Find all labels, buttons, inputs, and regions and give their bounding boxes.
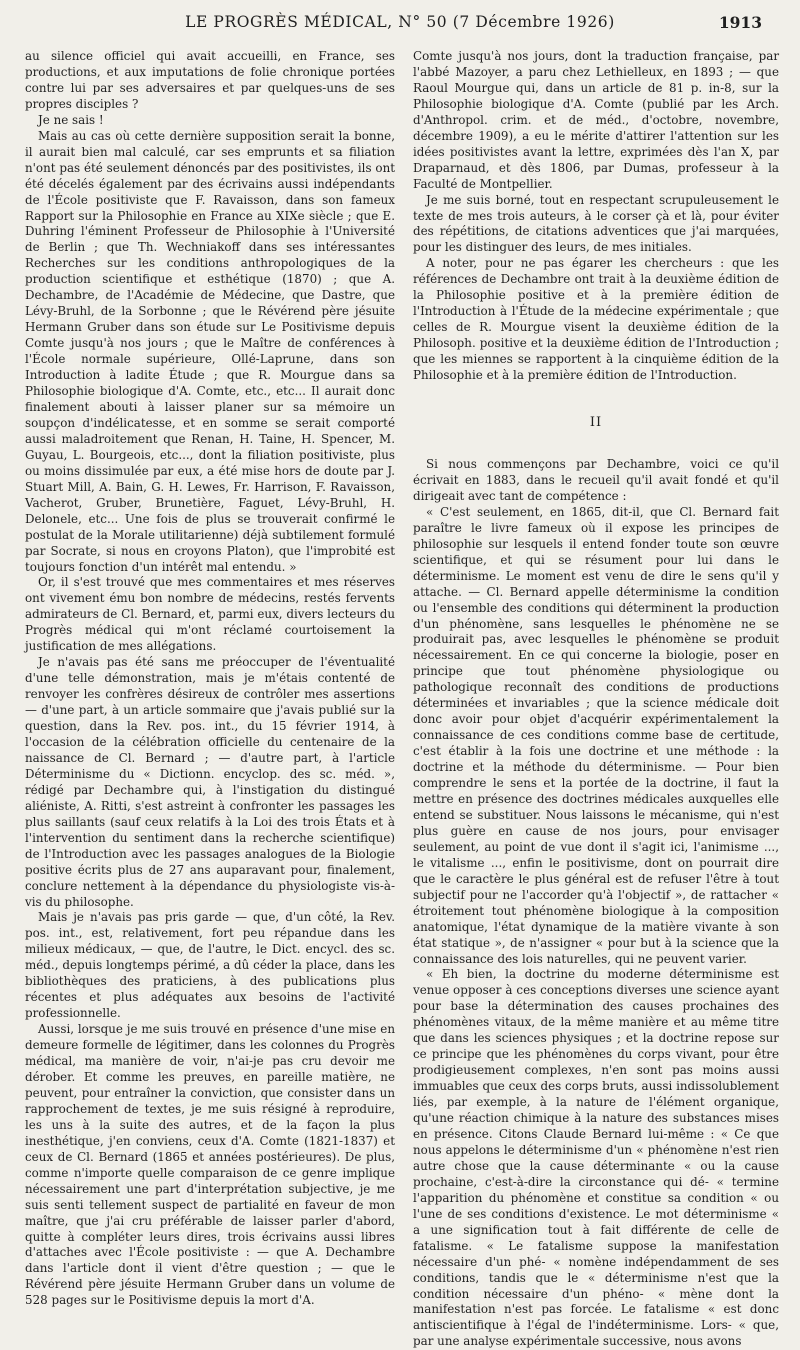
page-number: 1913: [718, 13, 762, 32]
section-heading: II: [589, 415, 603, 431]
paragraph: A noter, pour ne pas égarer les chercheurs : que les références de Dechambre ont trait à la deuxième édition de la Philosophie positive et à la première édition de l'Introduction à l'Étude de la médecine expérimentale ; que celles de R. Mourgue visent la deuxième édition de la Philosoph. positive et la deuxième édition de l'Introduction ; que les miennes se rapportent à la cinquième édition de la Philosophie et à la première édition de l'Introduction.: [413, 256, 779, 383]
running-header: [0, 0, 800, 40]
paragraph: « Eh bien, la doctrine du moderne déterminisme est venue opposer à ces conceptions diverses une science ayant pour base la détermination des causes prochaines des phénomènes vitaux, de la même manière et au même titre que dans les sciences physiques ; et la doctrine repose sur ce principe que les phénomènes du corps vivant, pour être prodigieusement complexes, n'en sont pas moins aussi immuables que ceux des corps bruts, aussi indissolublement liés, par exemple, à la nature de l'élément organique, qu'une réaction chimique à la nature des substances mises en présence. Citons Claude Bernard lui-même : « Ce que nous appelons le déterminisme d'un « phénomène n'est rien autre chose que la cause déterminante « ou la cause prochaine, c'est-à-dire la circonstance qui dé- « termine l'apparition du phénomène et constitue sa condition « ou l'une de ses conditions d'existence. Le mot déterminisme « a une signification tout à fait différente de celle de fatalisme. « Le fatalisme suppose la manifestation nécessaire d'un phé- « nomène indépendamment de ses conditions, tandis que le « déterminisme n'est que la condition nécessaire d'un phéno- « mène dont la manifestation n'est pas forcée. Le fatalisme « est donc antiscientifique à l'égal de l'indéterminisme. Lors- « que, par une analyse expérimentale successive, nous avons: [413, 967, 779, 1349]
paragraph: Si nous commençons par Dechambre, voici ce qu'il écrivait en 1883, dans le recueil qu'il avait fondé et qu'il dirigeait avec tant de compétence :: [413, 456, 779, 503]
paragraph: au silence officiel qui avait accueilli, en France, ses productions, et aux imputations de folie chronique portées contre lui par ses adversaires et par quelques-uns de ses propres disciples ?: [25, 49, 395, 111]
paragraph: Je n'avais pas été sans me préoccuper de l'éventualité d'une telle démonstration, mais je m'étais contenté de renvoyer les confrères désireux de contrôler mes assertions — d'une part, à un article sommaire que j'avais publié sur la question, dans la Rev. pos. int., du 15 février 1914, à l'occasion de la célébration officielle du centenaire de la naissance de Cl. Bernard ; — d'autre part, à l'article Déterminisme du « Dictionn. encyclop. des sc. méd. », rédigé par Dechambre qui, à l'instigation du distingué aliéniste, A. Ritti, s'est astreint à confronter les passages les plus saillants (sauf ceux relatifs à la Loi des trois États et à l'intervention du sentiment dans la recherche scientifique) de l'Introduction avec les passages analogues de la Biologie positive écrits plus de 27 ans auparavant pour, finalement, conclure nettement à la dépendance du physiologiste vis-à-vis du philosophe.: [25, 655, 395, 909]
paragraph: Je ne sais !: [38, 112, 104, 127]
left-column: [25, 49, 395, 1308]
paragraph: Or, il s'est trouvé que mes commentaires et mes réserves ont vivement ému bon nombre de médecins, restés fervents admirateurs de Cl. Bernard, et, parmi eux, divers lecteurs du Progrès médical qui m'ont réclamé courtoisement la justification de mes allégations.: [25, 575, 395, 654]
paragraph: Mais au cas où cette dernière supposition serait la bonne, il aurait bien mal calculé, car ses emprunts et sa filiation n'ont pas été seulement dénoncés par des positivistes, ils ont été décelés également par des écrivains aussi indépendants de l'École positiviste que F. Ravaisson, dans son fameux Rapport sur la Philosophie en France au XIXe siècle ; que E. Duhring l'éminent Professeur de Philosophie à l'Université de Berlin ; que Th. Wechniakoff dans ses intéressantes Recherches sur les conditions anthropologiques de la production scientifique et esthétique (1870) ; que A. Dechambre, de l'Académie de Médecine, que Dastre, que Lévy-Bruhl, de la Sorbonne ; que le Révérend père jésuite Hermann Gruber dans son étude sur Le Positivisme depuis Comte jusqu'à nos jours ; que le Maître de conférences à l'École normale supérieure, Ollé-Laprune, dans son Introduction à ladite Étude ; que R. Mourgue dans sa Philosophie biologique d'A. Comte, etc., etc... Il aurait donc finalement abouti à laisser planer sur sa mémoire un soupçon d'indélicatesse, et en somme se serait comporté aussi maladroitement que Renan, H. Taine, H. Spencer, M. Guyau, L. Bourgeois, etc..., dont la filiation positiviste, plus ou moins dissimulée par eux, a été mise hors de doute par J. Stuart Mill, A. Bain, G. H. Lewes, Fr. Harrison, F. Ravaisson, Vacherot, Gruber, Brunetière, Faguet, Lévy-Bruhl, H. Delonele, etc... Une fois de plus se trouverait confirmé le postulat de la Morale utilitarienne) déjà subtilement formulé par Socrate, si nous en croyons Platon), que l'improbité est toujours fonction d'un intérêt mal entendu. »: [25, 128, 395, 574]
paragraph: Je me suis borné, tout en respectant scrupuleusement le texte de mes trois auteurs, à le corser çà et là, pour éviter des répétitions, de citations adventices que j'ai marquées, pour les distinguer des leurs, de mes initiales.: [413, 192, 779, 255]
journal-title: LE PROGRÈS MÉDICAL, N° 50 (7 Décembre 1926): [185, 13, 615, 31]
paragraph: « C'est seulement, en 1865, dit-il, que Cl. Bernard fait paraître le livre fameux où il expose les principes de philosophie sur lesquels il entend fonder toute son œuvre scientifique, et qui se résument pour lui dans le déterminisme. Le moment est venu de dire le sens qu'il y attache. — Cl. Bernard appelle déterminisme la condition ou l'ensemble des conditions qui déterminent la production d'un phénomène, sans lesquelles le phénomène ne se produirait pas, avec lesquelles le phénomène se produit nécessairement. En ce qui concerne la biologie, poser en principe que tout phénomène physiologique ou pathologique reconnaît des conditions de productions déterminées et invariables ; que la science médicale doit donc avoir pour objet d'acquérir expérimentalement la connaissance de ces conditions comme base de certitude, c'est établir à la fois une doctrine et une méthode : la doctrine et la méthode du déterminisme. — Pour bien comprendre le sens et la portée de la doctrine, il faut la mettre en présence des doctrines médicales auxquelles elle entend se substituer. Nous laissons le mécanisme, qui n'est plus guère en cause de nos jours, pour envisager seulement, au point de vue dont il s'agit ici, l'animisme ..., le vitalisme ..., enfin le positivisme, dont on pourrait dire que le caractère le plus général est de refuser l'être à tout subjectif pour ne l'accorder qu'à l'objectif », de rattacher « étroitement tout phénomène biologique à la composition anatomique, l'état dynamique de la matière vivante à son état statique », de n'assigner « pour but à la science que la connaissance des lois naturelles, qui ne peuvent varier.: [413, 504, 779, 966]
paragraph: Aussi, lorsque je me suis trouvé en présence d'une mise en demeure formelle de légitimer, dans les colonnes du Progrès médical, ma manière de voir, n'ai-je pas cru devoir me dérober. Et comme les preuves, en pareille matière, ne peuvent, pour entraîner la conviction, que consister dans un rapprochement de textes, je me suis résigné à reproduire, les uns à la suite des autres, et de la façon la plus inesthétique, j'en conviens, ceux d'A. Comte (1821-1837) et ceux de Cl. Bernard (1865 et années postérieures). De plus, comme n'importe quelle comparaison de ce genre implique nécessairement une part d'interprétation subjective, je me suis senti tellement suspect de partialité en faveur de mon maître, que j'ai cru préférable de laisser parler d'abord, quitte à compléter leurs dires, trois écrivains aussi libres d'attaches avec l'École positiviste : — que A. Dechambre dans l'article dont il vient d'être question ; — que le Révérend père jésuite Hermann Gruber dans un volume de 528 pages sur le Positivisme depuis la mort d'A.: [25, 1022, 395, 1308]
paragraph: Mais je n'avais pas pris garde — que, d'un côté, la Rev. pos. int., est, relativement, fort peu répandue dans les milieux médicaux, — que, de l'autre, le Dict. encycl. des sc. méd., depuis longtemps périmé, a dû céder la place, dans les bibliothèques des praticiens, à des publications plus récentes et plus adéquates aux besoins de l'activité professionnelle.: [25, 910, 395, 1021]
paragraph: Comte jusqu'à nos jours, dont la traduction française, par l'abbé Mazoyer, a paru chez Lethielleux, en 1893 ; — que Raoul Mourgue qui, dans un article de 81 p. in-8, sur la Philosophie biologique d'A. Comte (publié par les Arch. d'Anthropol. crim. et de méd., d'octobre, novembre, décembre 1909), a eu le mérite d'attirer l'attention sur les idées positivistes avant la lettre, exprimées dès l'an X, par Draparnaud, et dès 1806, par Dumas, professeur à la Faculté de Montpellier.: [413, 49, 779, 191]
right-column: [413, 49, 779, 1349]
